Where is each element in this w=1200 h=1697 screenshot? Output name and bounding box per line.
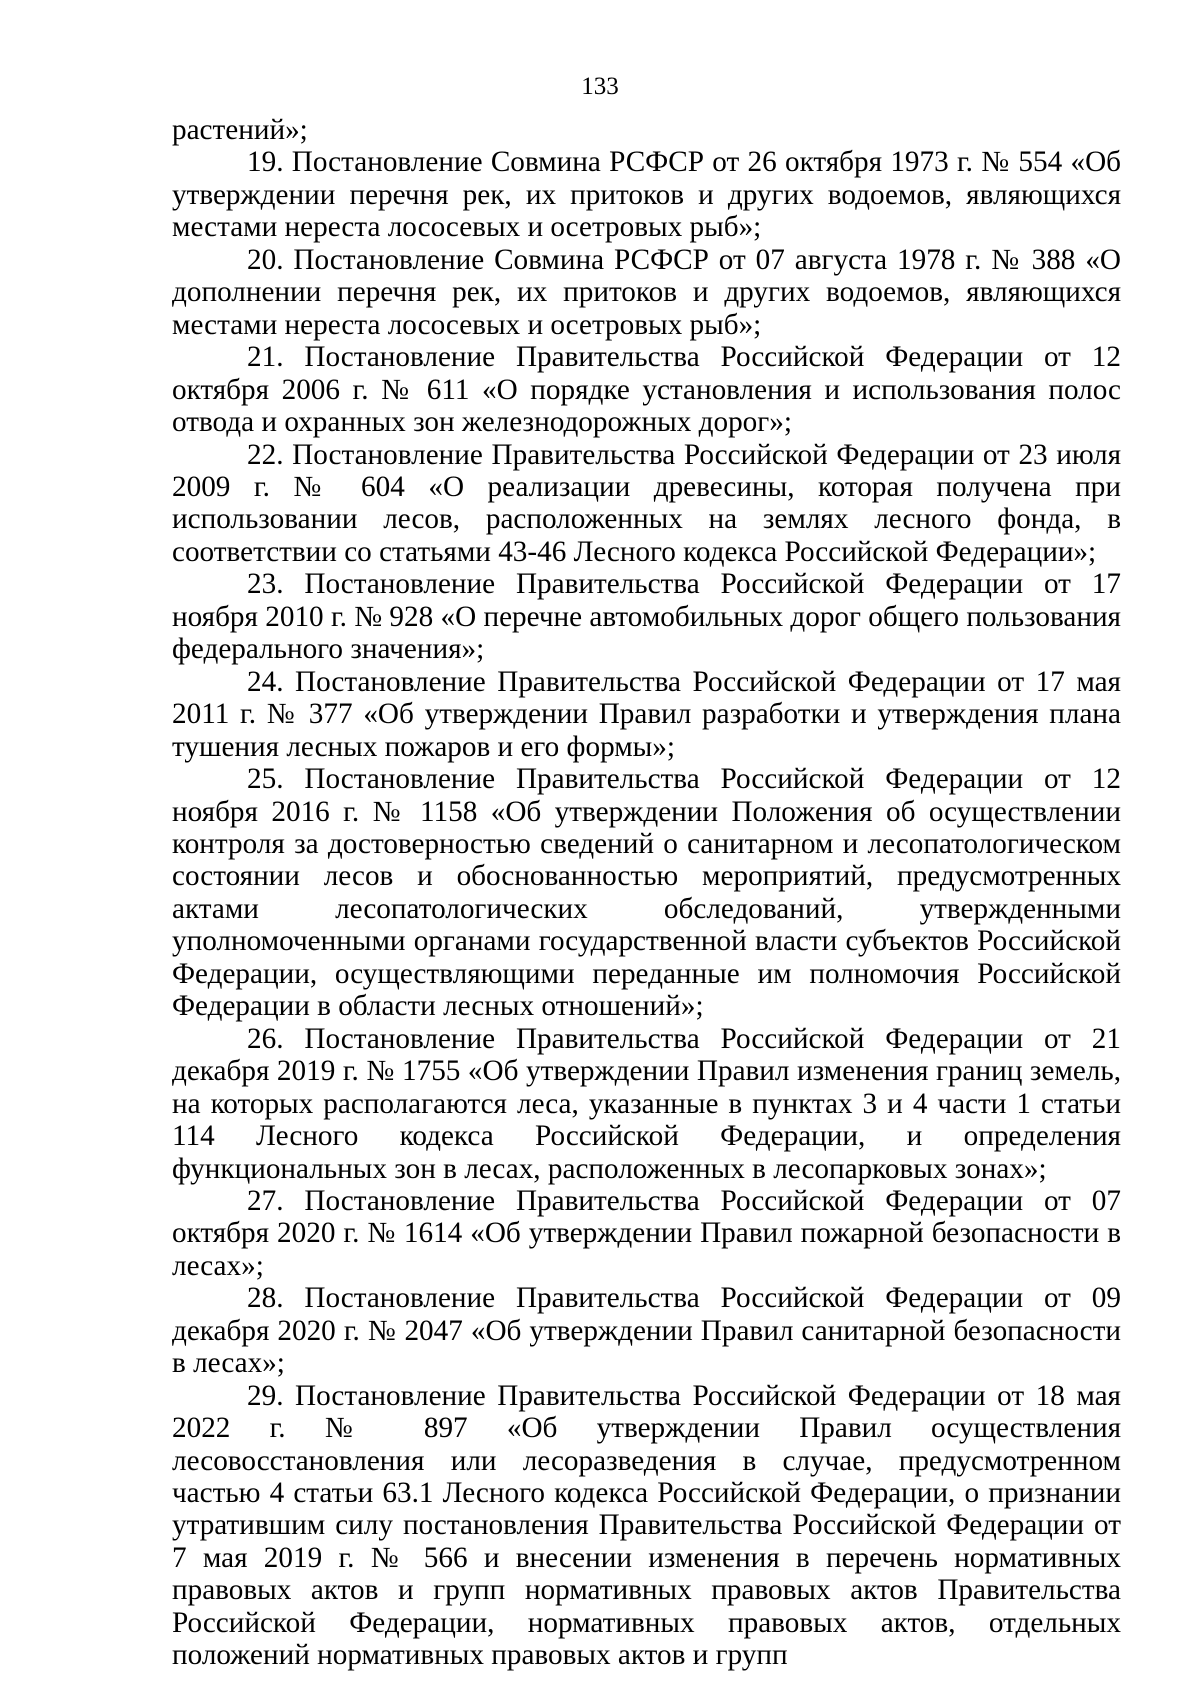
list-item-26: 26. Постановление Правительства Российской Федерации от 21 декабря 2019 г. № 1755 «Об утверждении Правил изменения границ земель, на которых располагаются леса, указанные в пунктах 3 и 4 части 1 статьи 114 Лесного кодекса Российской Федерации, и определения функциональных зон в лесах, расположенных в лесопарковых зонах»; — [172, 1022, 1121, 1185]
paragraph-continuation: растений»; — [172, 114, 308, 146]
list-item-28: 28. Постановление Правительства Российской Федерации от 09 декабря 2020 г. № 2047 «Об утверждении Правил санитарной безопасности в лесах»; — [172, 1282, 1121, 1380]
document-body — [172, 114, 1121, 1672]
list-item-27: 27. Постановление Правительства Российской Федерации от 07 октября 2020 г. № 1614 «Об утверждении Правил пожарной безопасности в лесах»; — [172, 1184, 1121, 1282]
list-item-23: 23. Постановление Правительства Российской Федерации от 17 ноября 2010 г. № 928 «О перечне автомобильных дорог общего пользования федерального значения»; — [172, 568, 1121, 666]
list-item-19: 19. Постановление Совмина РСФСР от 26 октября 1973 г. № 554 «Об утверждении перечня рек, их притоков и других водоемов, являющихся местами нереста лососевых и осетровых рыб»; — [172, 146, 1121, 244]
list-item-25: 25. Постановление Правительства Российской Федерации от 12 ноября 2016 г. № 1158 «Об утверждении Положения об осуществлении контроля за достоверностью сведений о санитарном и лесопатологическом состоянии лесов и обоснованностью мероприятий, предусмотренных актами лесопатологических обследований, утвержденными уполномоченными органами государственной власти субъектов Российской Федерации, осуществляющими переданные им полномочия Российской Федерации в области лесных отношений»; — [172, 763, 1121, 1023]
list-item-24: 24. Постановление Правительства Российской Федерации от 17 мая 2011 г. № 377 «Об утверждении Правил разработки и утверждения плана тушения лесных пожаров и его формы»; — [172, 665, 1121, 763]
page-number: 133 — [581, 73, 619, 100]
list-item-20: 20. Постановление Совмина РСФСР от 07 августа 1978 г. № 388 «О дополнении перечня рек, их притоков и других водоемов, являющихся местами нереста лососевых и осетровых рыб»; — [172, 243, 1121, 341]
list-item-29: 29. Постановление Правительства Российской Федерации от 18 мая 2022 г. № 897 «Об утверждении Правил осуществления лесовосстановления или лесоразведения в случае, предусмотренном частью 4 статьи 63.1 Лесного кодекса Российской Федерации, о признании утратившим силу постановления Правительства Российской Федерации от 7 мая 2019 г. № 566 и внесении изменения в перечень нормативных правовых актов и групп нормативных правовых актов Правительства Российской Федерации, нормативных правовых актов, отдельных положений нормативных правовых актов и групп — [172, 1379, 1121, 1672]
list-item-21: 21. Постановление Правительства Российской Федерации от 12 октября 2006 г. № 611 «О порядке установления и использования полос отвода и охранных зон железнодорожных дорог»; — [172, 341, 1121, 439]
list-item-22: 22. Постановление Правительства Российской Федерации от 23 июля 2009 г. № 604 «О реализации древесины, которая получена при использовании лесов, расположенных на землях лесного фонда, в соответствии со статьями 43-46 Лесного кодекса Российской Федерации»; — [172, 438, 1121, 568]
